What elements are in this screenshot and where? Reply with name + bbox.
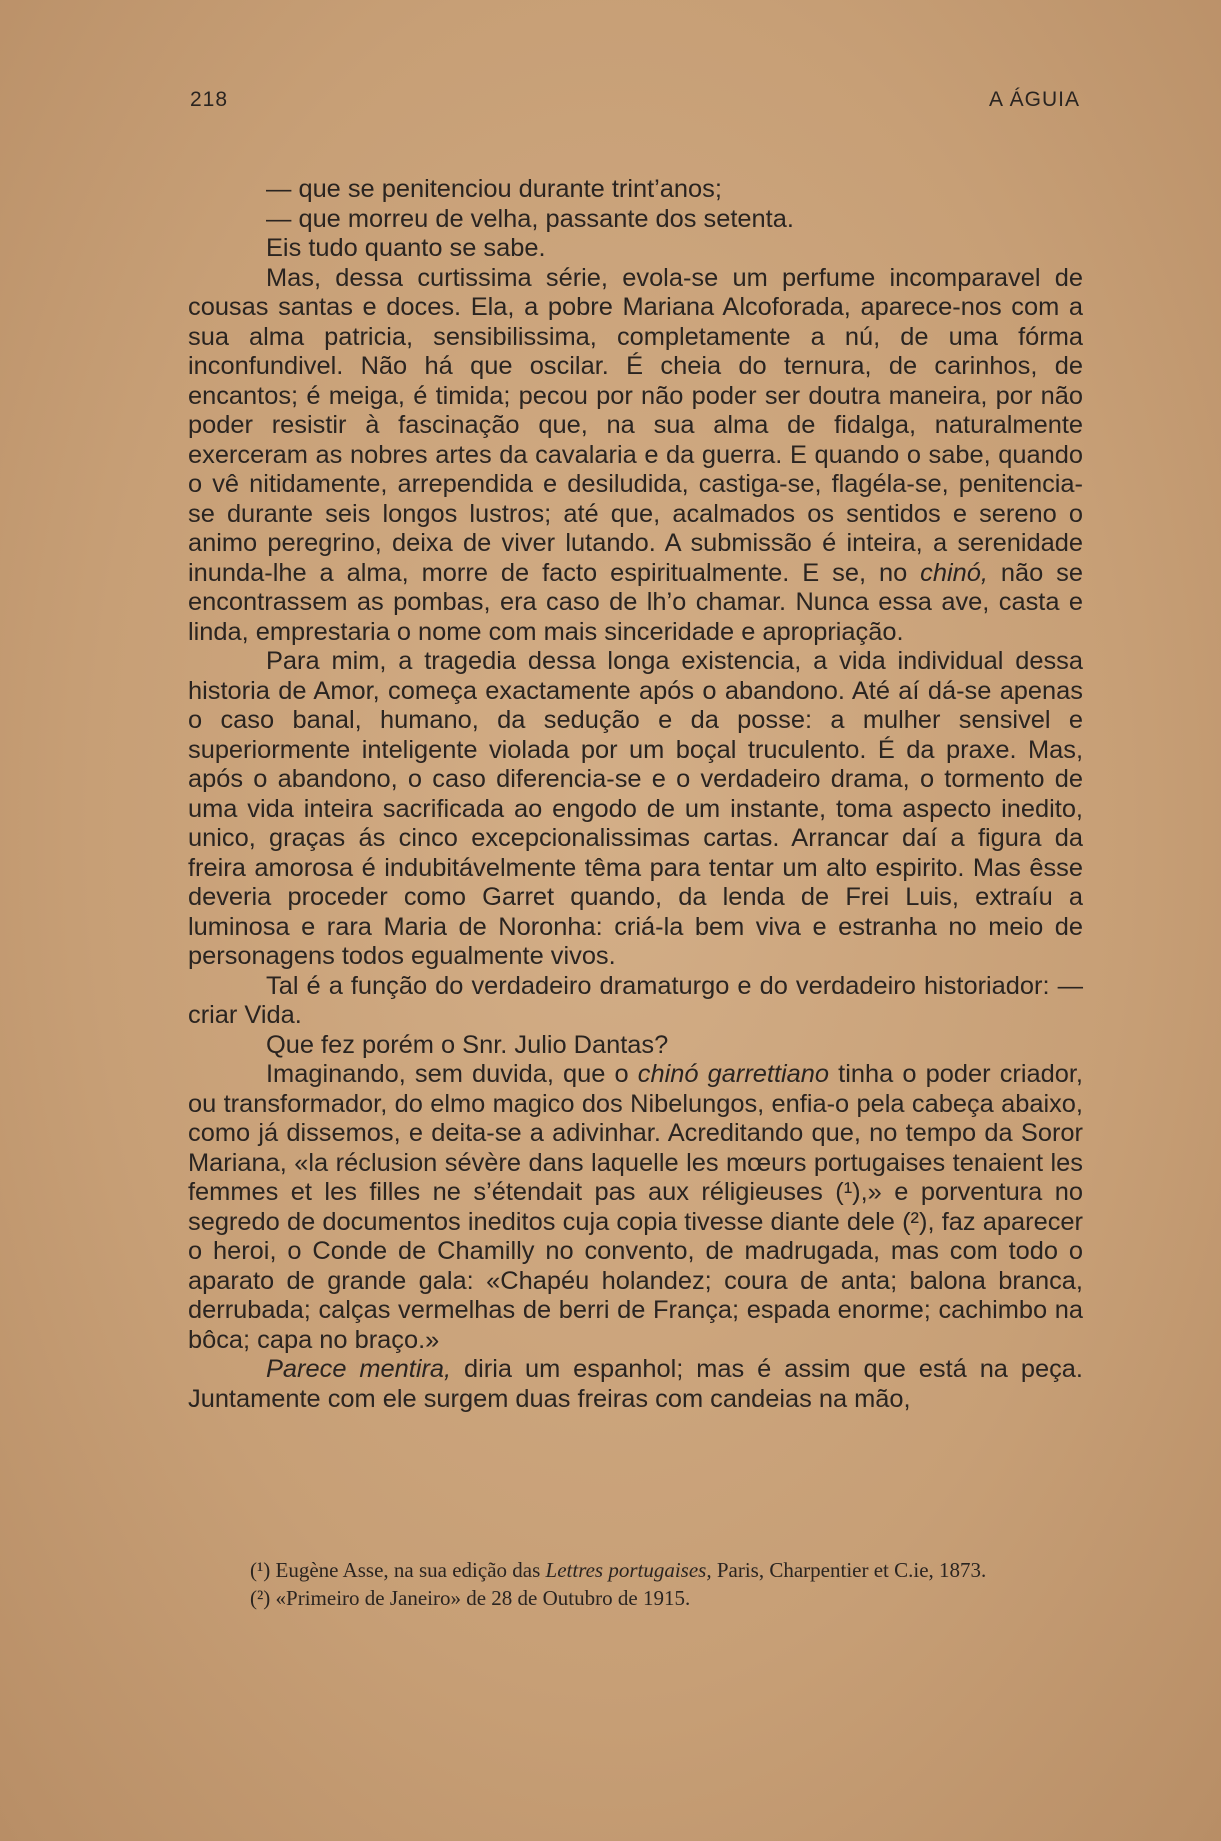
paragraph — [188, 264, 1083, 648]
footnotes — [188, 1558, 1083, 1614]
body-text — [188, 175, 1083, 1414]
paragraph — [188, 1060, 1083, 1355]
footnote — [188, 1558, 1083, 1582]
running-title: A ÁGUIA — [988, 88, 1080, 111]
footnote: (²) «Primeiro de Janeiro» de 28 de Outubro de 1915. — [250, 1586, 691, 1610]
paragraph-text: Mas, dessa curtissima série, evola-se um perfume incomparavel de cousas santas e doces. Ela, a pobre Mariana Alcoforada, aparece-nos com a sua alma patricia, sensibilissima, completamente a nú, de uma fórma inconfundivel. Não há que oscilar. É cheia do ternura, de carinhos, de encantos; é meiga, é timida; pecou por não poder ser doutra maneira, por não poder resistir à fascinação que, na sua alma de fidalga, naturalmente exerceram as nobres artes da cavalaria e da guerra. E quando o sabe, quando o vê nitidamente, arrependida e desiludida, castiga-se, flagéla-se, penitencia-se durante seis longos lustros; até que, acalmados os sentidos e sereno o animo peregrino, deixa de viver lutando. A submissão é inteira, a serenidade inunda-lhe a alma, morre de facto espiritualmente. E se, no — [188, 263, 1083, 587]
paragraph: Eis tudo quanto se sabe. — [266, 234, 546, 262]
paragraph-text: tinha o poder criador, ou transformador, do elmo magico dos Nibelungos, enfia-o pela cabeça abaixo, como já dissemos, e deita-se a adivinhar. Acreditando que, no tempo da Soror Mariana, «la réclusion sévère dans laquelle les mœurs portugaises tenaient les femmes et les filles ne s’étendait pas aux réligieuses (¹),» e porventura no segredo de documentos ineditos cuja copia tivesse diante dele (²), faz aparecer o heroi, o Conde de Chamilly no convento, de madrugada, mas com todo o aparato de grande gala: «Chapéu holandez; coura de anta; balona branca, derrubada; calças vermelhas de berri de França; espada enorme; cachimbo na bôca; capa no braço.» — [188, 1060, 1083, 1354]
paragraph-text: Imaginando, sem duvida, que o — [266, 1060, 638, 1088]
page-header — [190, 88, 1080, 124]
italic-term: Parece mentira, — [266, 1355, 452, 1383]
paragraph: Que fez porém o Snr. Julio Dantas? — [266, 1030, 669, 1059]
paragraph: — que morreu de velha, passante dos setenta. — [266, 204, 794, 233]
paragraph: Para mim, a tragedia dessa longa existencia, a vida individual dessa historia de Amor, começa exactamente após o abandono. Até aí dá-se apenas o caso banal, humano, da sedução e da posse: a mulher sensivel e superiormente inteligente violada por um boçal truculento. É da praxe. Mas, após o abandono, o caso diferencia-se e o verdadeiro drama, o tormento de uma vida inteira sacrificada ao engodo de um instante, toma aspecto inedito, unico, graças ás cinco excepcionalissimas cartas. Arrancar daí a figura da freira amorosa é indubitávelmente têma para tentar um alto espirito. Mas êsse deveria proceder como Garret quando, da lenda de Frei Luis, extraíu a luminosa e rara Maria de Noronha: criá-la bem viva e estranha no meio de personagens todos egualmente vivos. — [188, 647, 1083, 970]
paragraph — [188, 1355, 1083, 1414]
italic-term: chinó garrettiano — [637, 1060, 830, 1088]
footnote-text: (¹) Eugène Asse, na sua edição das — [250, 1558, 546, 1582]
page-number: 218 — [190, 88, 229, 111]
paragraph-text: não se encontrassem as pombas, era caso de lh’o chamar. Nunca essa ave, casta e linda, emprestaria o nome com mais sinceridade e apropriação. — [188, 558, 1083, 646]
italic-term: chinó, — [920, 558, 988, 587]
paragraph-text: diria um espanhol; mas é assim que está na peça. Juntamente com ele surgem duas freiras com candeias na mão, — [188, 1355, 1083, 1413]
footnote-text: Paris, Charpentier et C.ie, 1873. — [711, 1558, 987, 1582]
italic-title: Lettres portugaises, — [545, 1558, 712, 1582]
paragraph: Tal é a função do verdadeiro dramaturgo e do verdadeiro historiador: — criar Vida. — [188, 971, 1083, 1029]
paragraph: — que se penitenciou durante trint’anos; — [266, 175, 722, 203]
